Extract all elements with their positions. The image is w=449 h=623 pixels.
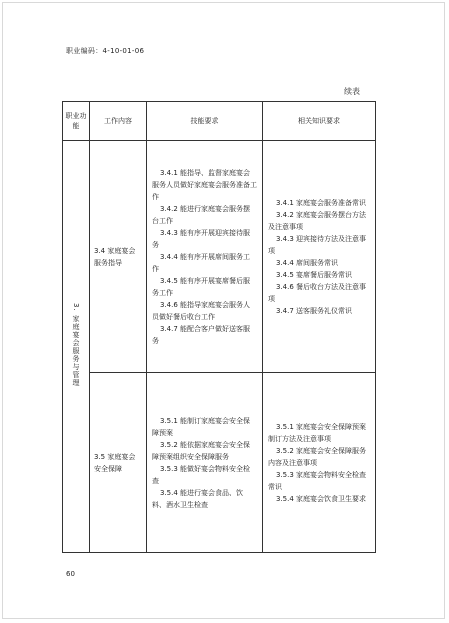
content-cell <box>90 141 147 373</box>
occupation-code: 职业编码：4-10-01-06 <box>66 47 145 55</box>
skill-item: 3.5.1 能制订家庭宴会安全保障预案 <box>152 416 251 437</box>
knowledge-item: 3.5.4 家庭宴会饮食卫生要求 <box>276 494 367 503</box>
continuation-label: 续表 <box>344 87 360 96</box>
knowledge-item: 3.4.7 送客服务礼仪常识 <box>276 306 353 315</box>
knowledge-item: 3.4.3 迎宾接待方法及注意事项 <box>268 234 367 255</box>
header-level: 职业功能 <box>63 102 90 141</box>
function-label: 3. 家庭宴会服务与管理 <box>72 302 80 387</box>
function-cell <box>63 141 90 553</box>
knowledge-item: 3.4.6 餐后收台方法及注意事项 <box>268 282 367 303</box>
page-number: 60 <box>66 570 75 578</box>
skill-item: 3.5.3 能做好宴会物料安全检查 <box>152 464 251 485</box>
table-row <box>63 373 376 553</box>
skill-item: 3.4.4 能有序开展席间服务工作 <box>152 252 251 273</box>
knowledge-item: 3.5.2 家庭宴会安全保障服务内容及注意事项 <box>268 446 367 467</box>
skills-cell <box>147 373 263 553</box>
header-skills: 技能要求 <box>147 102 263 141</box>
knowledge-item: 3.4.4 席间服务常识 <box>276 258 339 267</box>
header-content: 工作内容 <box>90 102 147 141</box>
content-label: 3.4 家庭宴会服务指导 <box>94 246 136 267</box>
skill-item: 3.4.3 能有序开展迎宾接待服务 <box>152 228 251 249</box>
header-knowledge: 相关知识要求 <box>263 102 376 141</box>
knowledge-item: 3.5.1 家庭宴会安全保障预案制订方法及注意事项 <box>268 422 367 443</box>
content-label: 3.5 家庭宴会安全保障 <box>94 452 136 473</box>
skill-item: 3.4.5 能有序开展宴席餐后服务工作 <box>152 276 251 297</box>
table-row <box>63 141 376 373</box>
skill-item: 3.4.7 能配合客户做好送客服务 <box>152 324 251 345</box>
knowledge-cell <box>263 141 376 373</box>
skills-cell <box>147 141 263 373</box>
skill-item: 3.4.1 能指导、监督家庭宴会服务人员做好家庭宴会服务准备工作 <box>152 168 257 201</box>
knowledge-cell <box>263 373 376 553</box>
table-header-row <box>63 102 376 141</box>
content-cell <box>90 373 147 553</box>
knowledge-item: 3.4.1 家庭宴会服务准备常识 <box>276 198 367 207</box>
skill-item: 3.4.6 能指导家庭宴会服务人员做好餐后收台工作 <box>152 300 251 321</box>
knowledge-item: 3.4.2 家庭宴会服务摆台方法及注意事项 <box>268 210 367 231</box>
skill-item: 3.4.2 能进行家庭宴会服务摆台工作 <box>152 204 251 225</box>
knowledge-item: 3.4.5 宴席餐后服务常识 <box>276 270 353 279</box>
skills-table <box>62 101 376 553</box>
knowledge-item: 3.5.3 家庭宴会物料安全检查常识 <box>268 470 367 491</box>
skill-item: 3.5.4 能进行宴会食品、饮料、酒水卫生检查 <box>152 488 244 509</box>
skill-item: 3.5.2 能依据家庭宴会安全保障预案组织安全保障服务 <box>152 440 251 461</box>
